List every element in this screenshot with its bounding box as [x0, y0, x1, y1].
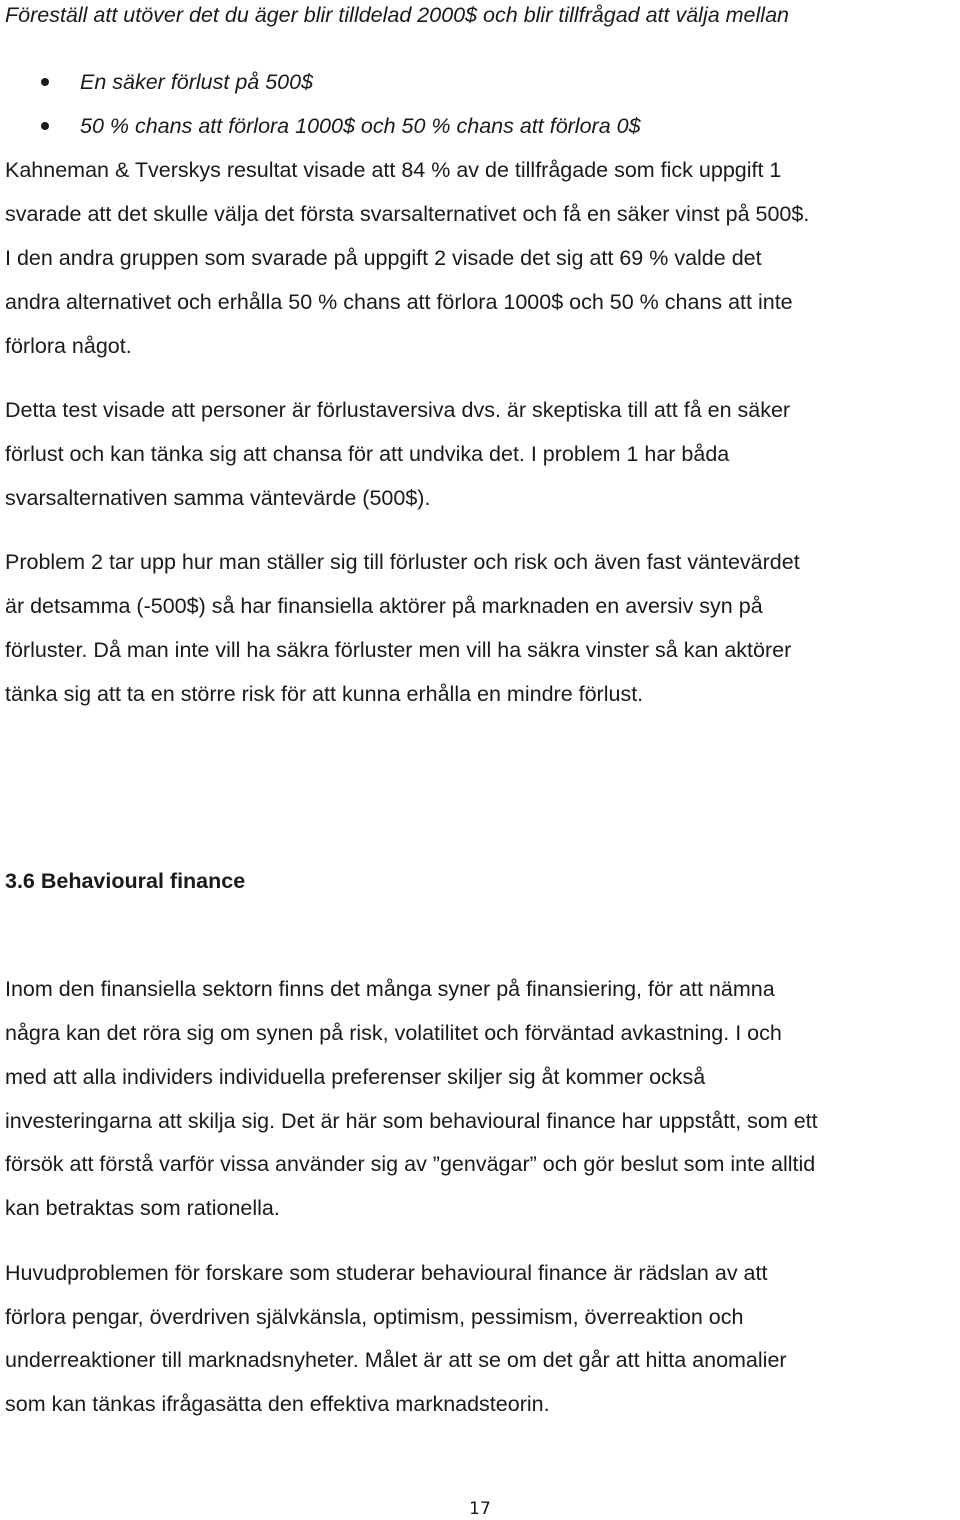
option-text: 50 % chans att förlora 1000$ och 50 % chans att förlora 0$: [80, 114, 641, 138]
paragraph-line: Huvudproblemen för forskare som studerar behavioural finance är rädslan av att: [5, 1261, 768, 1285]
paragraph-line: förlora pengar, överdriven självkänsla, optimism, pessimism, överreaktion och: [5, 1305, 744, 1329]
intro-line: Föreställ att utöver det du äger blir tilldelad 2000$ och blir tillfrågad att välja mellan: [5, 3, 789, 27]
paragraph-line: investeringarna att skilja sig. Det är här som behavioural finance har uppstått, som ett: [5, 1109, 818, 1133]
paragraph-line: I den andra gruppen som svarade på uppgift 2 visade det sig att 69 % valde det: [5, 246, 762, 270]
paragraph-line: förluster. Då man inte vill ha säkra förluster men vill ha säkra vinster så kan aktörer: [5, 638, 792, 662]
bullet-icon: [41, 122, 49, 130]
paragraph-line: svarade att det skulle välja det första svarsalternativet och få en säker vinst på 500$.: [5, 202, 810, 226]
paragraph-line: kan betraktas som rationella.: [5, 1196, 280, 1220]
option-text: En säker förlust på 500$: [80, 70, 314, 94]
paragraph-line: svarsalternativen samma väntevärde (500$).: [5, 486, 431, 510]
page-number: 17: [469, 1499, 491, 1519]
paragraph-line: Kahneman & Tverskys resultat visade att 84 % av de tillfrågade som fick uppgift 1: [5, 158, 782, 182]
paragraph-line: försök att förstå varför vissa använder sig av ”genvägar” och gör beslut som inte alltid: [5, 1152, 816, 1176]
paragraph-line: är detsamma (-500$) så har finansiella aktörer på marknaden en aversiv syn på: [5, 594, 763, 618]
paragraph-line: tänka sig att ta en större risk för att kunna erhålla en mindre förlust.: [5, 682, 644, 706]
paragraph-line: andra alternativet och erhålla 50 % chans att förlora 1000$ och 50 % chans att inte: [5, 290, 793, 314]
paragraph-line: Detta test visade att personer är förlustaversiva dvs. är skeptiska till att få en säker: [5, 398, 791, 422]
paragraph-line: underreaktioner till marknadsnyheter. Målet är att se om det går att hitta anomalier: [5, 1348, 787, 1372]
section-heading: 3.6 Behavioural finance: [5, 869, 246, 893]
paragraph-line: förlora något.: [5, 334, 132, 358]
paragraph-line: Inom den finansiella sektorn finns det många syner på finansiering, för att nämna: [5, 977, 775, 1001]
bullet-icon: [41, 78, 49, 86]
paragraph-line: några kan det röra sig om synen på risk, volatilitet och förväntad avkastning. I och: [5, 1021, 782, 1045]
paragraph-line: med att alla individers individuella preferenser skiljer sig åt kommer också: [5, 1065, 706, 1089]
paragraph-line: förlust och kan tänka sig att chansa för att undvika det. I problem 1 har båda: [5, 442, 730, 466]
paragraph-line: som kan tänkas ifrågasätta den effektiva marknadsteorin.: [5, 1392, 550, 1416]
paragraph-line: Problem 2 tar upp hur man ställer sig till förluster och risk och även fast väntevärdet: [5, 550, 800, 574]
